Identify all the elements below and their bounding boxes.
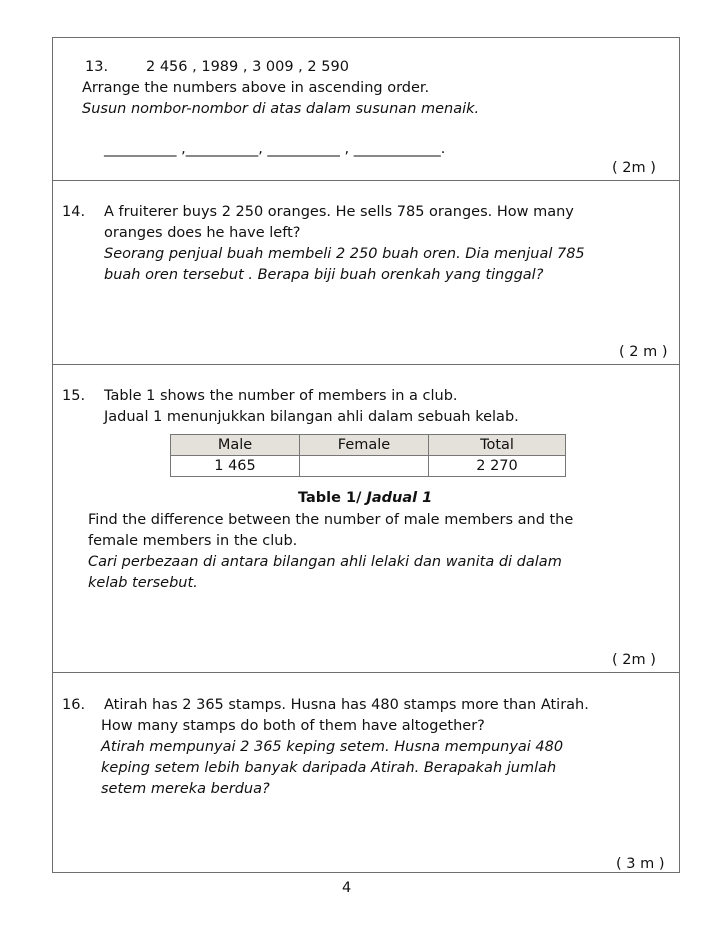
q14-question-en-1: A fruiterer buys 2 250 oranges. He sells 785 oranges. How many — [104, 204, 574, 220]
divider-14-15 — [52, 364, 680, 365]
table-caption-ms: Jadual 1 — [366, 490, 433, 506]
q14-question-en-2: oranges does he have left? — [104, 225, 301, 241]
header-female: Female — [300, 435, 429, 456]
table-caption-en: Table 1/ — [298, 490, 367, 506]
q15-question-en-1: Table 1 shows the number of members in a club. — [104, 388, 458, 404]
q13-answer-blanks: __________ ,__________, __________ , ____________. — [104, 141, 446, 157]
header-male: Male — [171, 435, 300, 456]
q15-number: 15. — [62, 388, 86, 404]
cell-male: 1 465 — [171, 456, 300, 477]
members-table-header — [171, 435, 566, 456]
q15-question-en-3: female members in the club. — [88, 533, 298, 549]
q14-marks: ( 2 m ) — [619, 344, 668, 360]
header-total: Total — [429, 435, 566, 456]
q13-question-en: Arrange the numbers above in ascending order. — [82, 80, 430, 96]
q14-question-ms-1: Seorang penjual buah membeli 2 250 buah oren. Dia menjual 785 — [104, 246, 585, 262]
divider-13-14 — [52, 180, 680, 181]
q15-question-ms-2: Cari perbezaan di antara bilangan ahli lelaki dan wanita di dalam — [88, 554, 562, 570]
q15-question-en-2: Find the difference between the number of male members and the — [88, 512, 574, 528]
table-caption — [298, 490, 432, 506]
members-table — [170, 434, 566, 477]
q16-question-en-1: Atirah has 2 365 stamps. Husna has 480 stamps more than Atirah. — [104, 697, 589, 713]
cell-total: 2 270 — [429, 456, 566, 477]
page-number: 4 — [342, 880, 352, 896]
q13-marks: ( 2m ) — [612, 160, 656, 176]
q16-question-ms-1: Atirah mempunyai 2 365 keping setem. Husna mempunyai 480 — [101, 739, 564, 755]
q13-numbers: 2 456 , 1989 , 3 009 , 2 590 — [146, 59, 349, 75]
q13-question-ms: Susun nombor-nombor di atas dalam susunan menaik. — [82, 101, 480, 117]
q13-number: 13. — [85, 59, 109, 75]
q16-number: 16. — [62, 697, 86, 713]
members-table-row — [171, 456, 566, 477]
q16-question-ms-3: setem mereka berdua? — [101, 781, 270, 797]
q14-question-ms-2: buah oren tersebut . Berapa biji buah orenkah yang tinggal? — [104, 267, 544, 283]
q15-question-ms-3: kelab tersebut. — [88, 575, 198, 591]
cell-female — [300, 456, 429, 477]
divider-15-16 — [52, 672, 680, 673]
q14-number: 14. — [62, 204, 86, 220]
q15-question-ms-1: Jadual 1 menunjukkan bilangan ahli dalam sebuah kelab. — [104, 409, 519, 425]
q16-question-ms-2: keping setem lebih banyak daripada Atirah. Berapakah jumlah — [101, 760, 557, 776]
q15-marks: ( 2m ) — [612, 652, 656, 668]
q16-marks: ( 3 m ) — [616, 856, 665, 872]
q16-question-en-2: How many stamps do both of them have altogether? — [101, 718, 485, 734]
